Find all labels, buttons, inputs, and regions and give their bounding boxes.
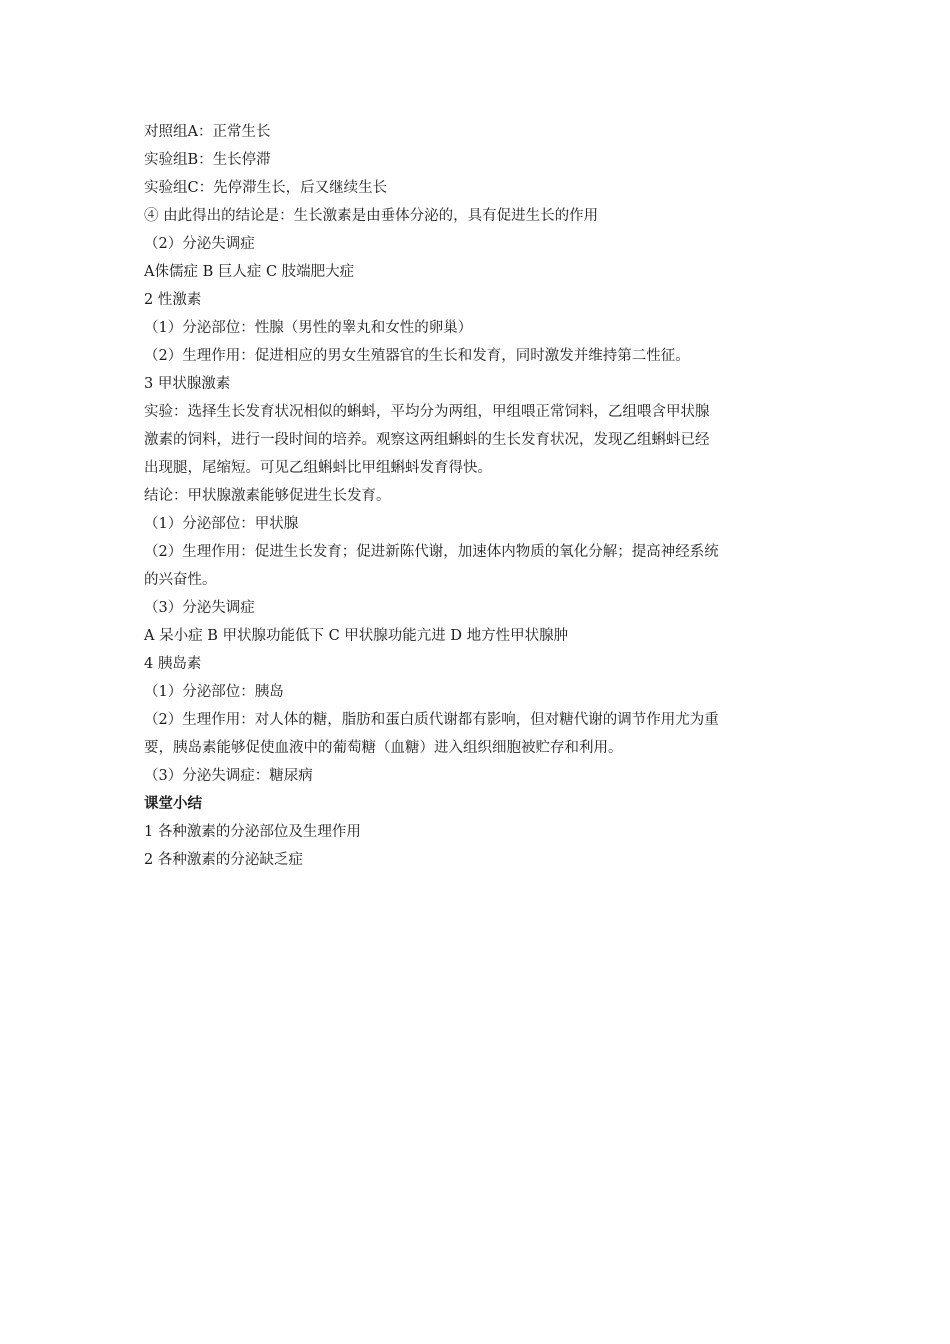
text-line: A 呆小症 B 甲状腺功能低下 C 甲状腺功能亢进 D 地方性甲状腺肿 [144, 628, 569, 644]
text-line: 1 各种激素的分泌部位及生理作用 [144, 824, 361, 840]
text-line: （1）分泌部位：甲状腺 [144, 516, 299, 532]
text-line: 实验组C：先停滞生长，后又继续生长 [144, 180, 388, 196]
text-line: 出现腿，尾缩短。可见乙组蝌蚪比甲组蝌蚪发育得快。 [144, 460, 492, 476]
text-line: （3）分泌失调症：糖尿病 [144, 768, 313, 784]
text-line: 结论：甲状腺激素能够促进生长发育。 [144, 488, 391, 504]
document-body [144, 118, 808, 874]
text-line: （2）生理作用：促进生长发育；促进新陈代谢，加速体内物质的氧化分解；提高神经系统 [144, 544, 719, 560]
text-line: 实验：选择生长发育状况相似的蝌蚪，平均分为两组，甲组喂正常饲料，乙组喂含甲状腺 [144, 404, 710, 420]
text-line: （1）分泌部位：胰岛 [144, 684, 284, 700]
text-line: 3 甲状腺激素 [144, 376, 231, 392]
text-line: （2）分泌失调症 [144, 236, 255, 252]
text-line: 的兴奋性。 [144, 572, 217, 588]
text-line: （2）生理作用：对人体的糖，脂肪和蛋白质代谢都有影响，但对糖代谢的调节作用尤为重 [144, 712, 719, 728]
text-line: 激素的饲料，进行一段时间的培养。观察这两组蝌蚪的生长发育状况，发现乙组蝌蚪已经 [144, 432, 710, 448]
section-heading: 课堂小结 [144, 796, 202, 812]
text-line: 4 胰岛素 [144, 656, 202, 672]
text-line: 要，胰岛素能够促使血液中的葡萄糖（血糖）进入组织细胞被贮存和利用。 [144, 740, 623, 756]
text-line: ④ 由此得出的结论是：生长激素是由垂体分泌的，具有促进生长的作用 [144, 208, 599, 224]
text-line: （2）生理作用：促进相应的男女生殖器官的生长和发育，同时激发并维持第二性征。 [144, 348, 690, 364]
text-line: 2 性激素 [144, 292, 202, 308]
text-line: 实验组B：生长停滞 [144, 152, 271, 168]
text-line: （3）分泌失调症 [144, 600, 255, 616]
text-line: 对照组A：正常生长 [144, 124, 271, 140]
text-line: A侏儒症 B 巨人症 C 肢端肥大症 [144, 264, 355, 280]
text-line: （1）分泌部位：性腺（男性的睾丸和女性的卵巢） [144, 320, 473, 336]
text-line: 2 各种激素的分泌缺乏症 [144, 852, 303, 868]
